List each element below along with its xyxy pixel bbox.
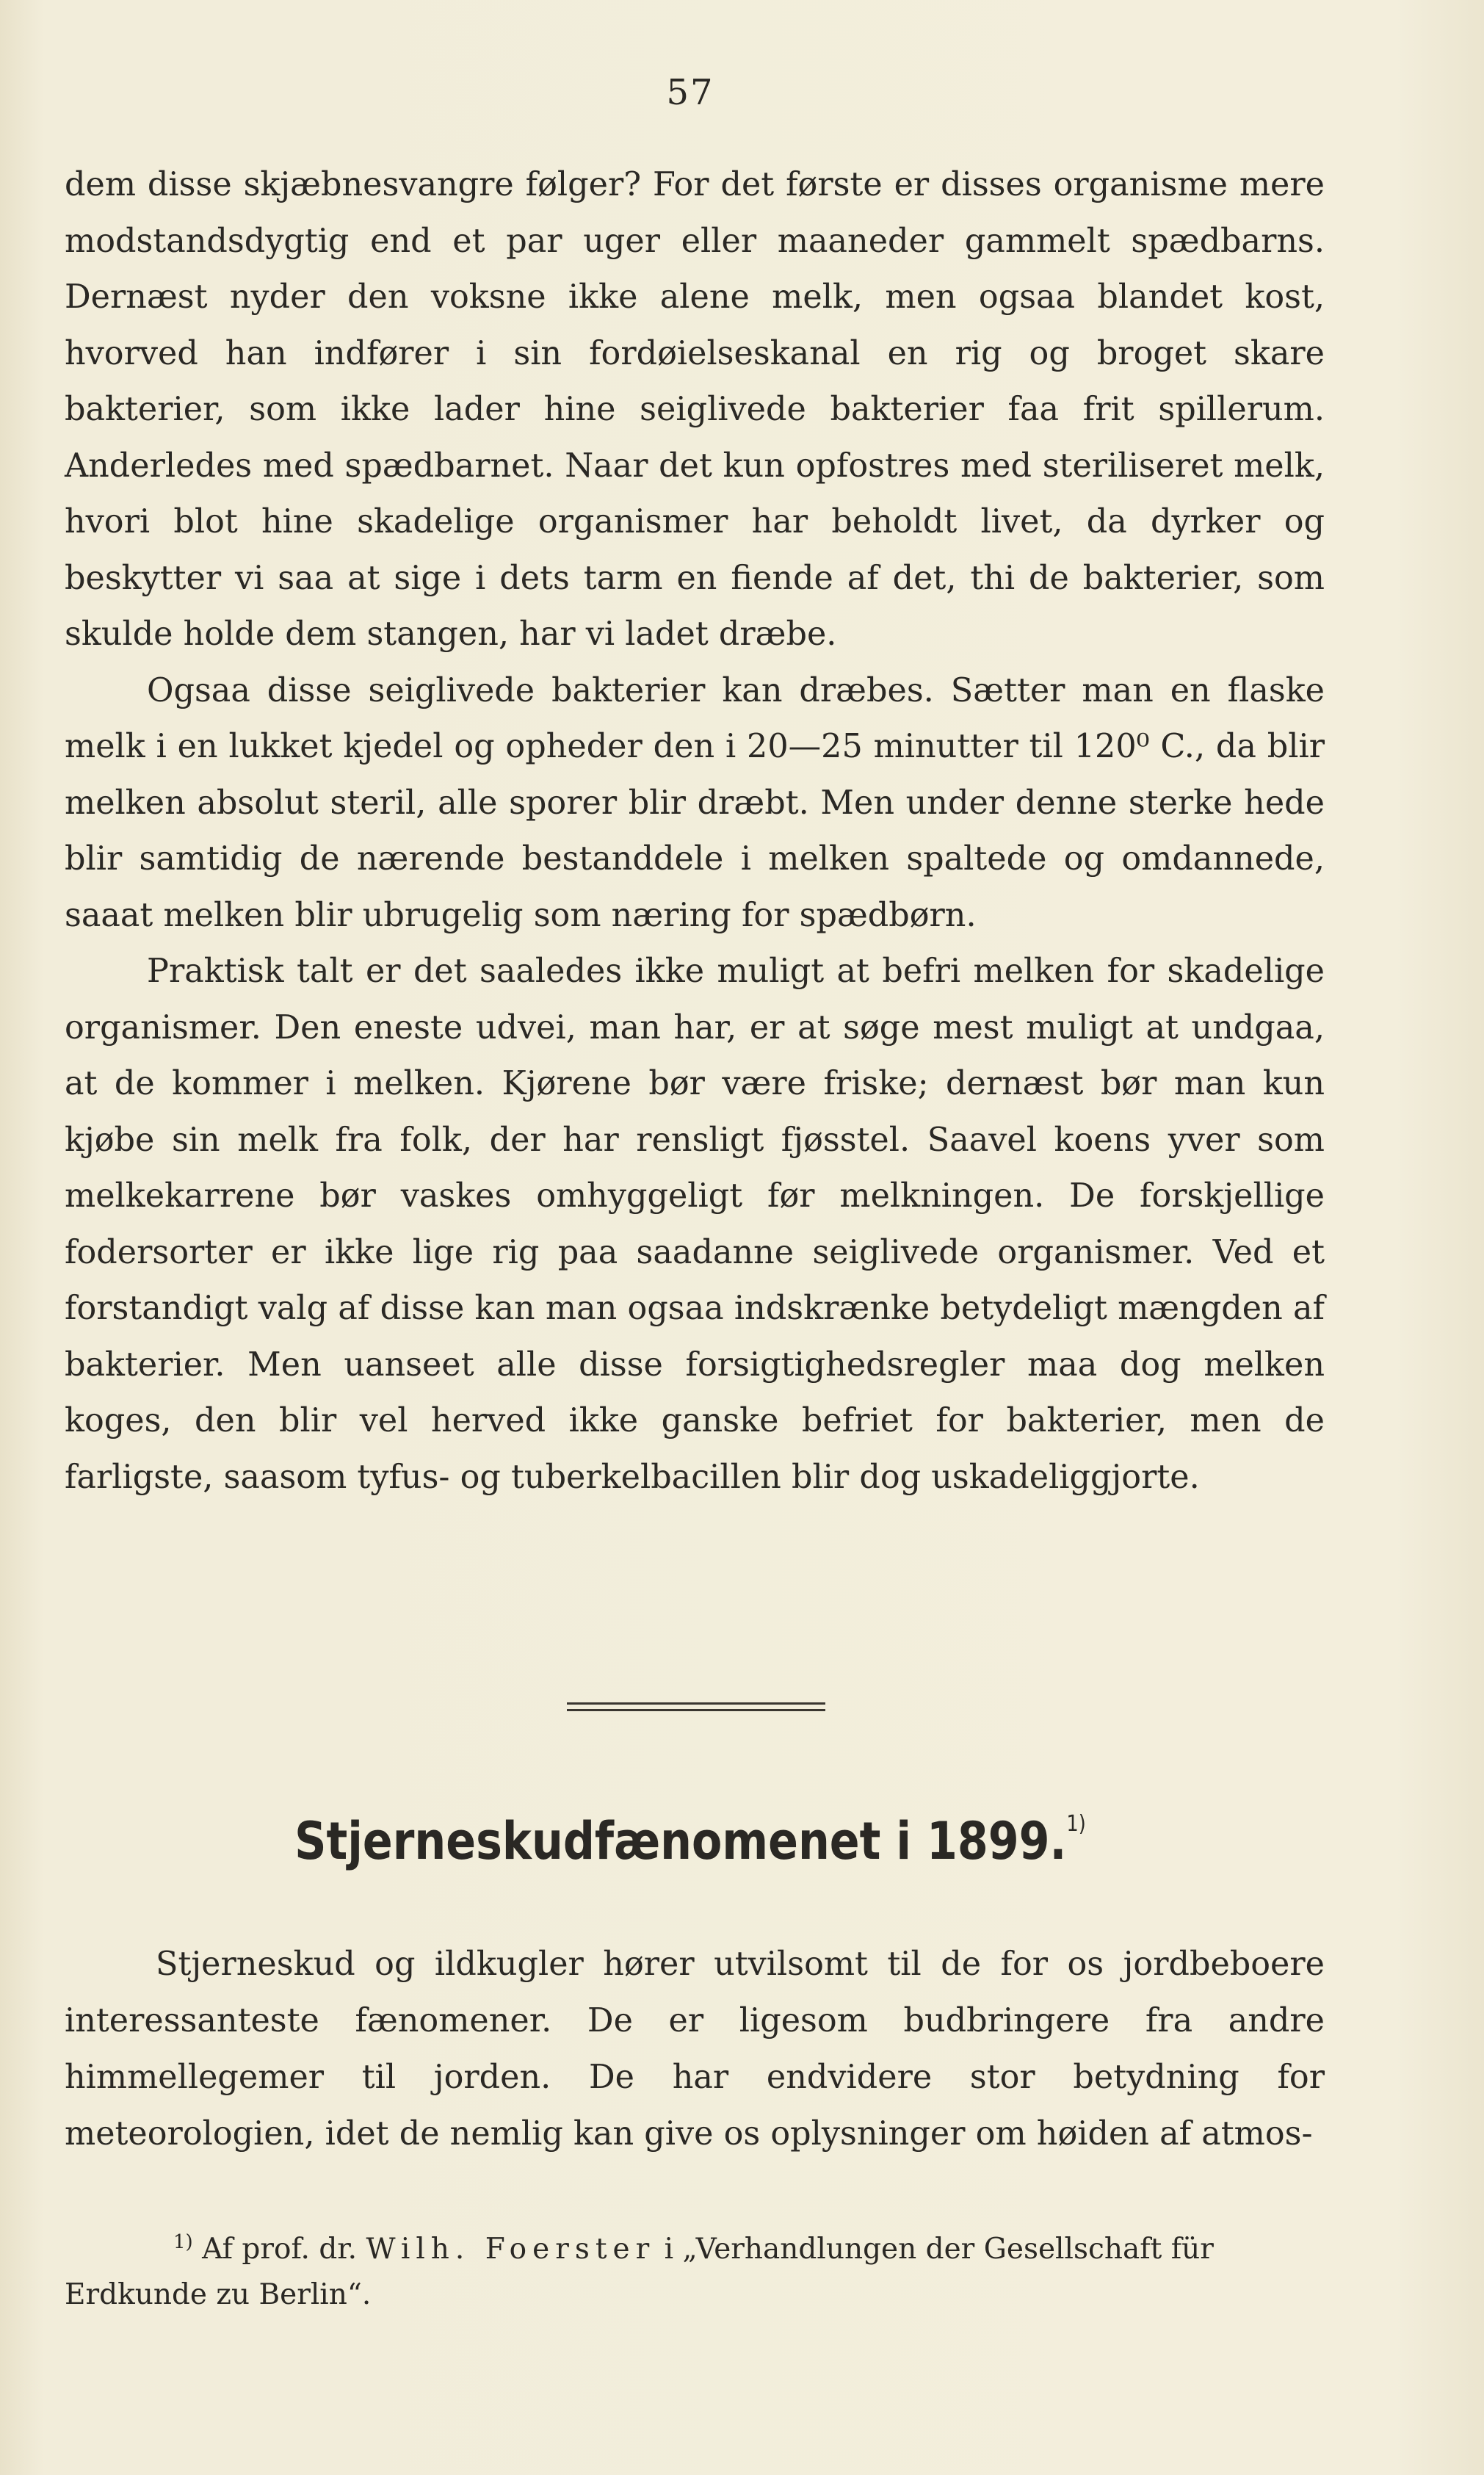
page-number: 57 [666,72,714,113]
divider-line [567,1702,825,1705]
section-divider [567,1702,825,1711]
footnote-prefix: Af prof. dr. [192,2233,366,2266]
footnote-text [65,2219,1325,2318]
paragraph: Ogsaa disse seiglivede bakterier kan dræbes. Sætter man en flaske melk i en lukket kjedel og opheder den i 20—25 minutter til 120⁰ C., da blir melken absolut steril, alle sporer blir dræbt. Men under denne sterke hede blir samtidig de nærende bestanddele i melken spaltede og omdannede, saaat melken blir ubrugelig som næring for spædbørn. [65,671,1325,934]
footnote-reference: 1) [1066,1811,1086,1837]
footnote-author: Wilh. Foerster [366,2233,656,2266]
body-text [65,157,1325,1506]
section-title-text: Stjerneskudfænomenet i 1899. [294,1811,1067,1871]
footnote [65,2219,1325,2318]
footnote-suffix: i „Verhandlungen der Gesellschaft für Erdkunde zu Berlin“. [65,2233,1214,2311]
divider-line [567,1709,825,1711]
footnote-mark: 1) [173,2231,193,2253]
section-text [65,1936,1325,2162]
paragraph: Stjerneskud og ildkugler hører utvilsomt til de for os jordbeboere interessanteste fænomener. De er ligesom budbringere fra andre himmellegemer til jorden. De har endvidere stor betydning for meteorologien, idet de nemlig kan give os oplysninger om høiden af atmos- [65,1945,1325,2153]
paragraph: dem disse skjæbnesvangre følger? For det første er disses organisme mere modstandsdygtig end et par uger eller maaneder gammelt spædbarns. Dernæst nyder den voksne ikke alene melk, men ogsaa blandet kost, hvorved han indfører i sin fordøielseskanal en rig og broget skare bakterier, som ikke lader hine seiglivede bakterier faa frit spillerum. Anderledes med spædbarnet. Naar det kun opfostres med steriliseret melk, hvori blot hine skadelige organismer har beholdt livet, da dyrker og beskytter vi saa at sige i dets tarm en fiende af det, thi de bakterier, som skulde holde dem stangen, har vi ladet dræbe. [65,166,1325,653]
section-title [97,1811,1284,1871]
paragraph: Praktisk talt er det saaledes ikke muligt at befri melken for skadelige organismer. Den eneste udvei, man har, er at søge mest muligt at undgaa, at de kommer i melken. Kjørene bør være friske; dernæst bør man kun kjøbe sin melk fra folk, der har rensligt fjøsstel. Saavel koens yver som melkekarrene bør vaskes omhyggeligt før melkningen. De forskjellige fodersorter er ikke lige rig paa saadanne seiglivede organismer. Ved et forstandigt valg af disse kan man ogsaa indskrænke betydeligt mængden af bakterier. Men uanseet alle disse forsigtighedsregler maa dog melken koges, den blir vel herved ikke ganske befriet for bakterier, men de farligste, saasom tyfus- og tuberkelbacillen blir dog uskadeliggjorte. [65,953,1325,1496]
